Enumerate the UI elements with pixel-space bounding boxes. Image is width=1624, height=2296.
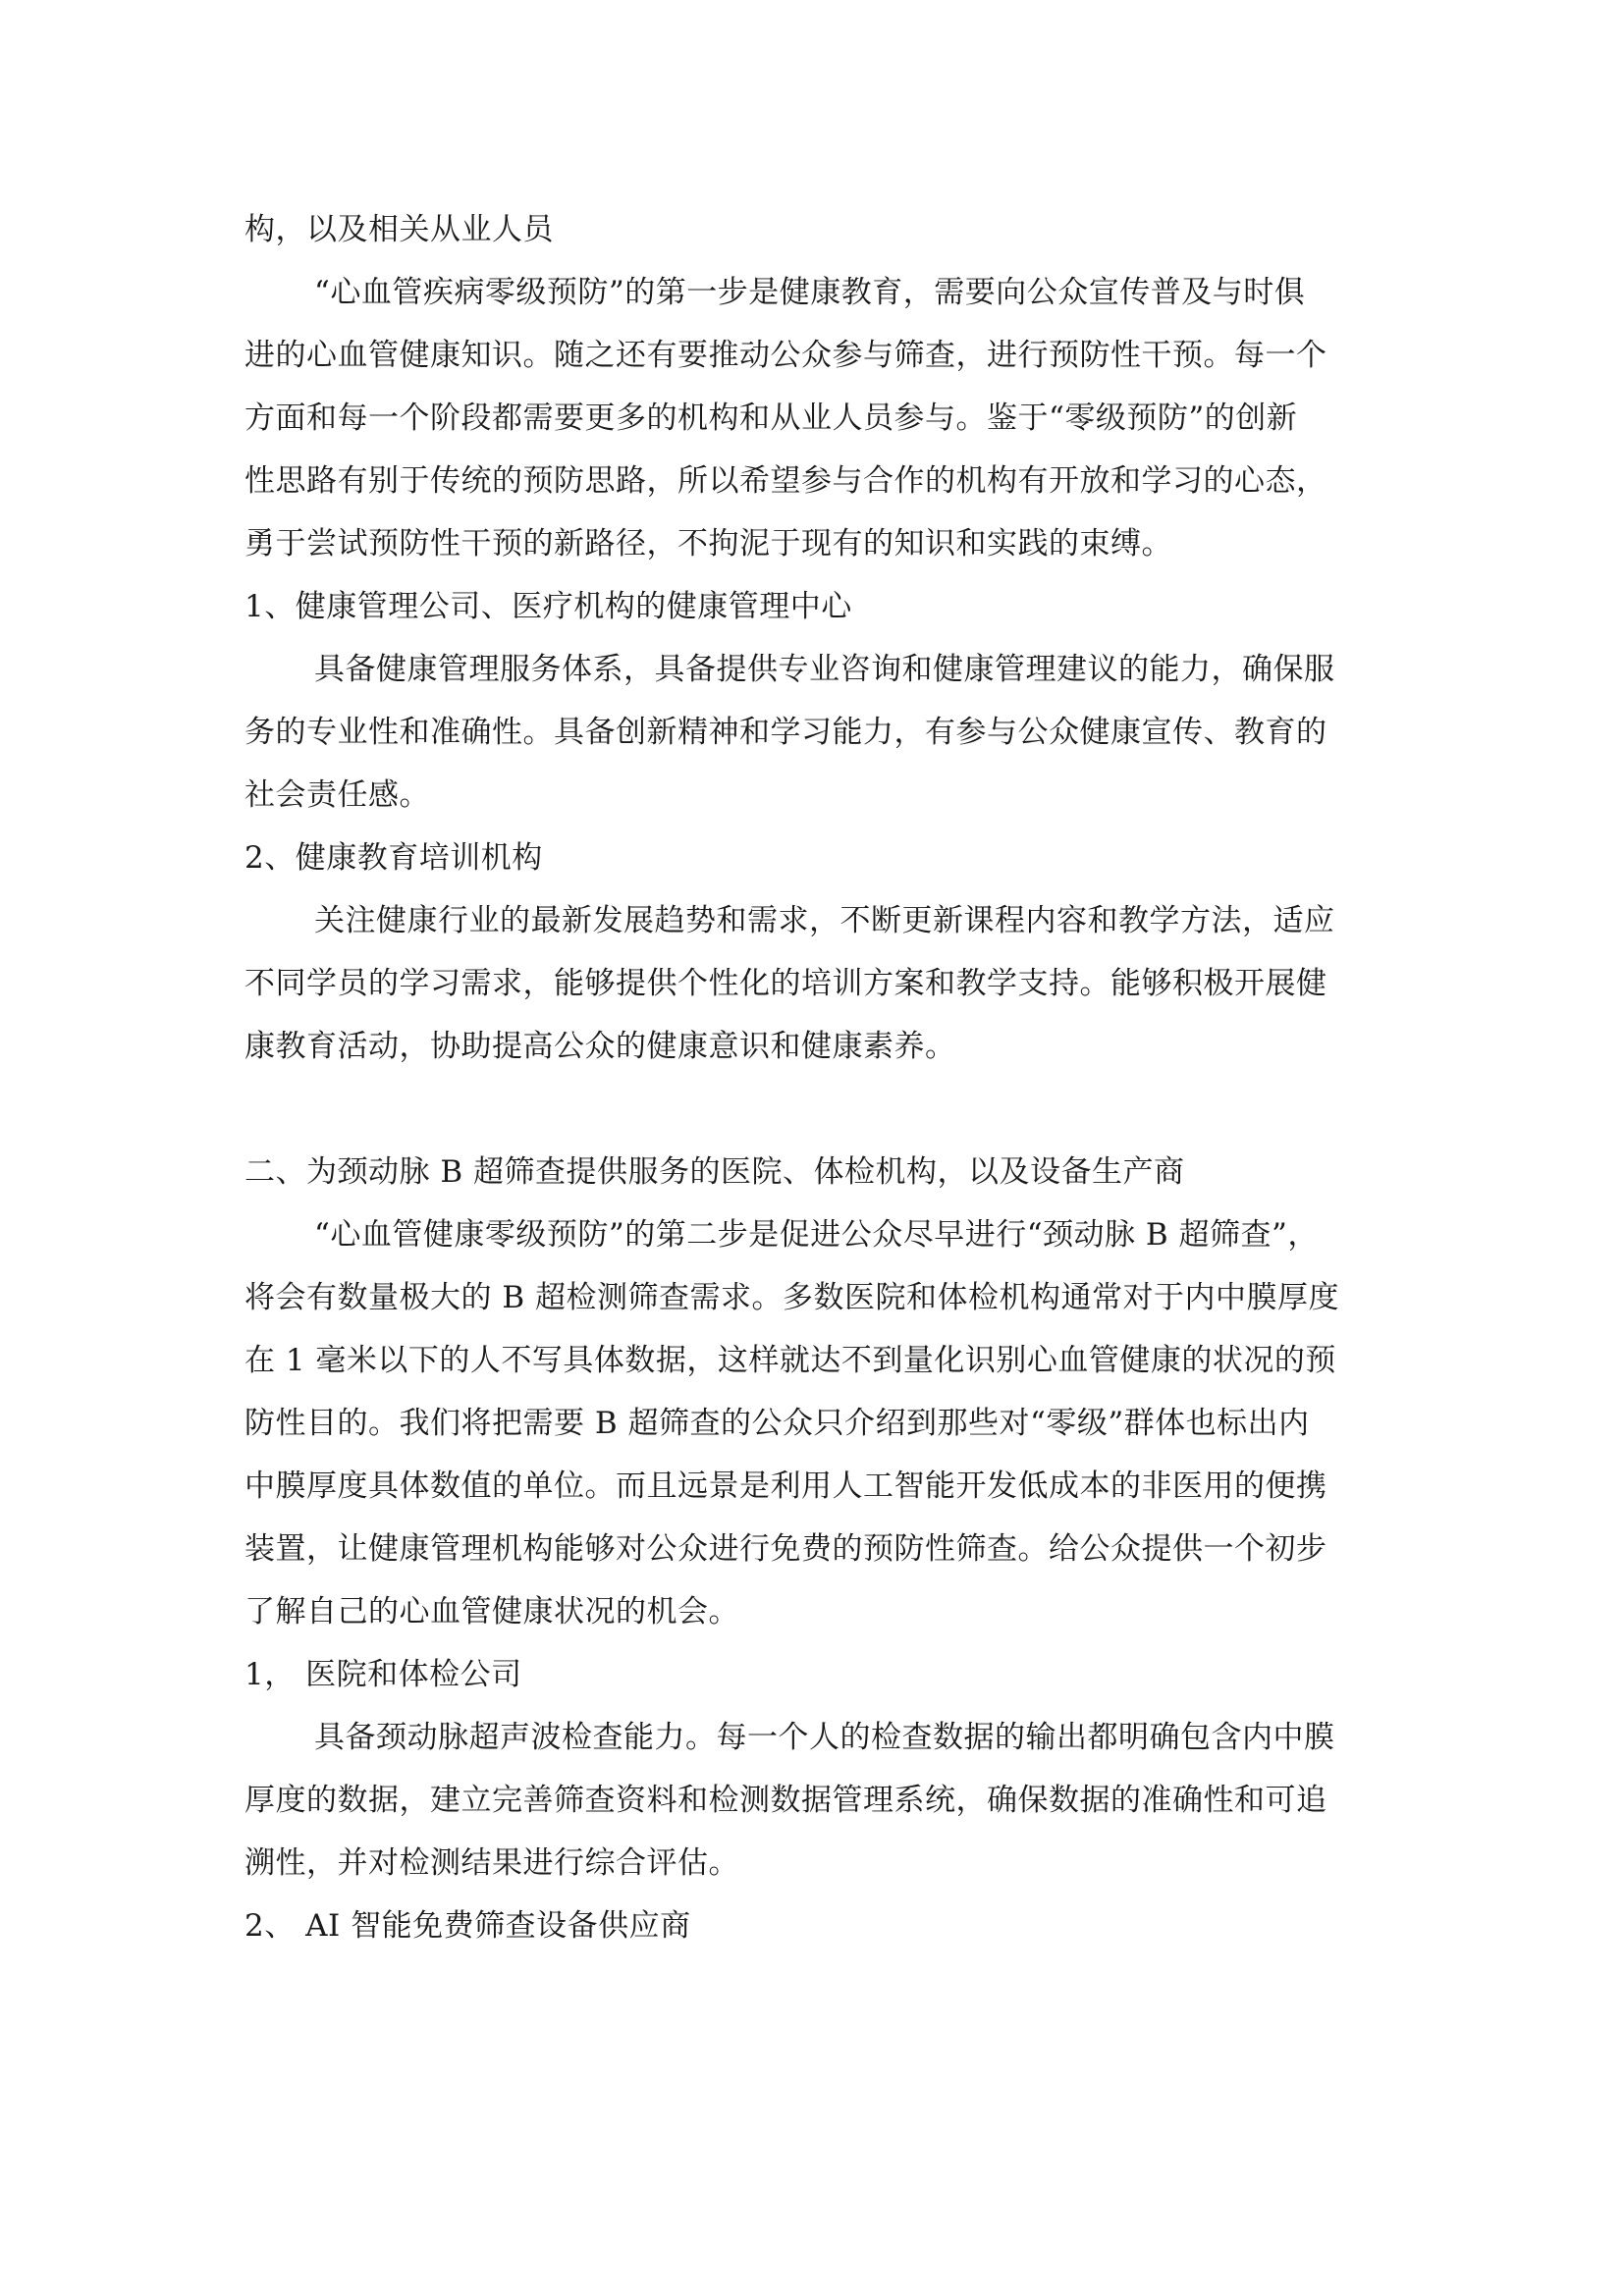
paragraph-line: 勇于尝试预防性干预的新路径，不拘泥于现有的知识和实践的束缚。 (244, 526, 1172, 561)
paragraph-line: “心血管疾病零级预防”的第一步是健康教育，需要向公众宣传普及与时俱 (314, 275, 1306, 310)
subheading: 2、健康教育培训机构 (244, 840, 543, 876)
paragraph-line: 不同学员的学习需求，能够提供个性化的培训方案和教学支持。能够积极开展健 (244, 966, 1327, 1001)
paragraph-line: 具备健康管理服务体系，具备提供专业咨询和健康管理建议的能力，确保服 (314, 652, 1335, 687)
paragraph-line: 康教育活动，协助提高公众的健康意识和健康素养。 (244, 1029, 956, 1064)
paragraph-line: 在 1 毫米以下的人不写具体数据，这样就达不到量化识别心血管健康的状况的预 (244, 1343, 1336, 1378)
paragraph-line: “心血管健康零级预防”的第二步是促进公众尽早进行“颈动脉 B 超筛查”， (314, 1217, 1319, 1253)
paragraph-line: 务的专业性和准确性。具备创新精神和学习能力，有参与公众健康宣传、教育的 (244, 715, 1327, 750)
section-heading: 二、为颈动脉 B 超筛查提供服务的医院、体检机构，以及设备生产商 (244, 1154, 1185, 1190)
subheading: 1、健康管理公司、医疗机构的健康管理中心 (244, 589, 852, 624)
paragraph-line: 将会有数量极大的 B 超检测筛查需求。多数医院和体检机构通常对于内中膜厚度 (244, 1280, 1339, 1315)
subheading: 1， 医院和体检公司 (244, 1657, 522, 1692)
paragraph-line: 中膜厚度具体数值的单位。而且远景是利用人工智能开发低成本的非医用的便携 (244, 1468, 1327, 1504)
paragraph-line: 厚度的数据，建立完善筛查资料和检测数据管理系统，确保数据的准确性和可追 (244, 1783, 1327, 1818)
paragraph-line: 构，以及相关从业人员 (244, 212, 554, 247)
paragraph-line: 装置，让健康管理机构能够对公众进行免费的预防性筛查。给公众提供一个初步 (244, 1531, 1327, 1567)
paragraph-line: 防性目的。我们将把需要 B 超筛查的公众只介绍到那些对“零级”群体也标出内 (244, 1406, 1310, 1441)
paragraph-line: 了解自己的心血管健康状况的机会。 (244, 1594, 739, 1629)
paragraph-line: 具备颈动脉超声波检查能力。每一个人的检查数据的输出都明确包含内中膜 (314, 1720, 1335, 1755)
paragraph-line: 性思路有别于传统的预防思路，所以希望参与合作的机构有开放和学习的心态， (244, 463, 1327, 499)
subheading: 2、 AI 智能免费筛查设备供应商 (244, 1908, 691, 1944)
paragraph-line: 方面和每一个阶段都需要更多的机构和从业人员参与。鉴于“零级预防”的创新 (244, 400, 1298, 436)
paragraph-line: 进的心血管健康知识。随之还有要推动公众参与筛查，进行预防性干预。每一个 (244, 338, 1327, 373)
paragraph-line: 关注健康行业的最新发展趋势和需求，不断更新课程内容和教学方法，适应 (314, 903, 1335, 938)
paragraph-line: 溯性，并对检测结果进行综合评估。 (244, 1845, 739, 1881)
paragraph-line: 社会责任感。 (244, 777, 430, 813)
